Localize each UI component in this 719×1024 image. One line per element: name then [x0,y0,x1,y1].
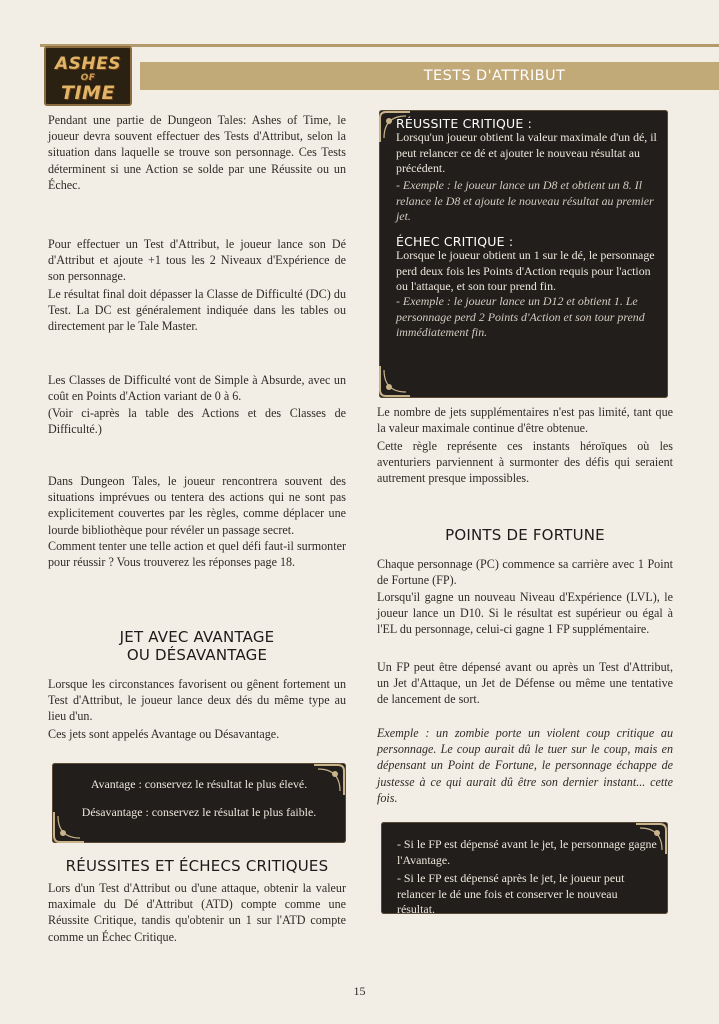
fortune-example-paragraph: Exemple : un zombie porte un violent coup critique au personnage. Le coup aurait dû le tuer sur le coup, mais en dépensant un Point de Fortune, le personnage échappe de justesse à ce qui aurait dû être son dernier instant... cette fois. [377,726,673,805]
critical-failure-text: Lorsque le joueur obtient un 1 sur le dé, le personnage perd deux fois les Points d'Action requis pour l'action ou l'attaque, et son tour prend fin. [396,248,655,293]
corner-ornament-icon [378,110,412,144]
fortune-points-heading: POINTS DE FORTUNE [445,526,605,544]
corner-ornament-icon [634,822,668,856]
fortune-spend-paragraph: Un FP peut être dépensé avant ou après un Test d'Attribut, un Jet d'Attaque, un Jet de Défense ou même une tentative de lancement de sort. [377,660,673,707]
reroll-limit-paragraph: Le nombre de jets supplémentaires n'est pas limité, tant que la valeur maximale continue d'être obtenue. [377,405,673,436]
section-title-bar [140,62,719,90]
fortune-gain-paragraph: Lorsqu'il gagne un nouveau Niveau d'Expérience (LVL), le joueur lance un D10. Si le résultat est supérieur ou égal à l'EL du personnage, celui-ci gagne 1 FP supplémentaire. [377,590,673,637]
see-table-paragraph: (Voir ci-après la table des Actions et des Classes de Difficulté.) [48,406,346,437]
critical-paragraph: Lors d'un Test d'Attribut ou d'une attaque, obtenir la valeur maximale du Dé d'Attribut (ATD) compte comme une Réussite Critique, tandis qu'obtenir un 1 sur l'ATD compte comme un Échec Critique. [48,881,346,944]
fortune-start-paragraph: Chaque personnage (PC) commence sa carrière avec 1 Point de Fortune (FP). [377,557,673,588]
critical-success-text: Lorsqu'un joueur obtient la valeur maximale d'un dé, il peut relancer ce dé et ajouter le nouveau résultat au précédent. [396,130,657,175]
advantage-heading-line-2: OU DÉSAVANTAGE [126,646,268,664]
advantage-rule: Avantage : conservez le résultat le plus élevé. [90,777,308,791]
difficulty-range-paragraph: Les Classes de Difficulté vont de Simple à Absurde, avec un coût en Points d'Action variant de 0 à 6. [48,373,346,404]
advantage-box [52,763,346,843]
fortune-after-roll: - Si le FP est dépensé après le jet, le joueur peut relancer le dé une fois et conserver le nouveau résultat. [397,871,625,916]
logo-line-1: ASHES [55,54,121,74]
critical-failure-heading: ÉCHEC CRITIQUE : [396,234,514,249]
logo-line-2: OF [80,73,96,83]
advantage-paragraph: Lorsque les circonstances favorisent ou gênent fortement un Test d'Attribut, le joueur lance deux dés du même type au lieu d'un. [48,677,346,724]
critical-rules-box [379,110,668,398]
advantage-heading [48,628,346,664]
disadvantage-rule: Désavantage : conservez le résultat le plus faible. [81,805,317,819]
corner-ornament-icon [52,810,86,844]
page-reference-paragraph: Comment tenter une telle action et quel défi faut-il surmonter pour réussir ? Vous trouverez les réponses page 18. [48,539,346,570]
section-title: TESTS D'ATTRIBUT [423,68,566,84]
advantage-names-paragraph: Ces jets sont appelés Avantage ou Désavantage. [48,727,280,741]
heroic-moments-paragraph: Cette règle représente ces instants héroïques où les aventuriers parviennent à surmonter des défis qui seraient autrement presque impossibles. [377,439,673,486]
intro-paragraph: Pendant une partie de Dungeon Tales: Ashes of Time, le joueur devra souvent effectuer des Tests d'Attribut, selon la situation dans laquelle se trouve son personnage. Ces Tests déterminent si une Action se solde par une Réussite ou un Échec. [48,113,346,192]
critical-heading: RÉUSSITES ET ÉCHECS CRITIQUES [65,857,329,875]
difficulty-class-paragraph: Le résultat final doit dépasser la Classe de Difficulté (DC) du Test. La DC est généralement indiquée dans les tables ou directement par le Tale Master. [48,287,346,334]
critical-success-example: - Exemple : le joueur lance un D8 et obtient un 8. Il relance le D8 et ajoute le nouveau résultat au premier jet. [396,178,654,223]
critical-success-heading: RÉUSSITE CRITIQUE : [396,116,533,131]
fortune-before-roll: - Si le FP est dépensé avant le jet, le personnage gagne l'Avantage. [397,837,657,867]
fortune-use-box [381,822,668,914]
corner-ornament-icon [378,364,412,398]
ashes-of-time-logo [44,46,132,106]
advantage-heading-line-1: JET AVEC AVANTAGE [119,628,275,646]
unforeseen-actions-paragraph: Dans Dungeon Tales, le joueur rencontrera souvent des situations imprévues ou tentera des actions qui ne sont pas explicitement couvertes par les règles, comme déplacer une lourde bibliothèque pour révéler un passage secret. [48,474,346,537]
critical-failure-example: - Exemple : le joueur lance un D12 et obtient 1. Le personnage perd 2 Points d'Action et son tour prend immédiatement fin. [396,294,645,339]
test-procedure-paragraph: Pour effectuer un Test d'Attribut, le joueur lance son Dé d'Attribut et ajoute +1 tous les 2 Niveaux d'Expérience de son personnage. [48,237,346,284]
header-rule [40,44,719,47]
page-number: 15 [353,984,366,998]
corner-ornament-icon [312,763,346,797]
logo-line-3: TIME [61,82,115,104]
